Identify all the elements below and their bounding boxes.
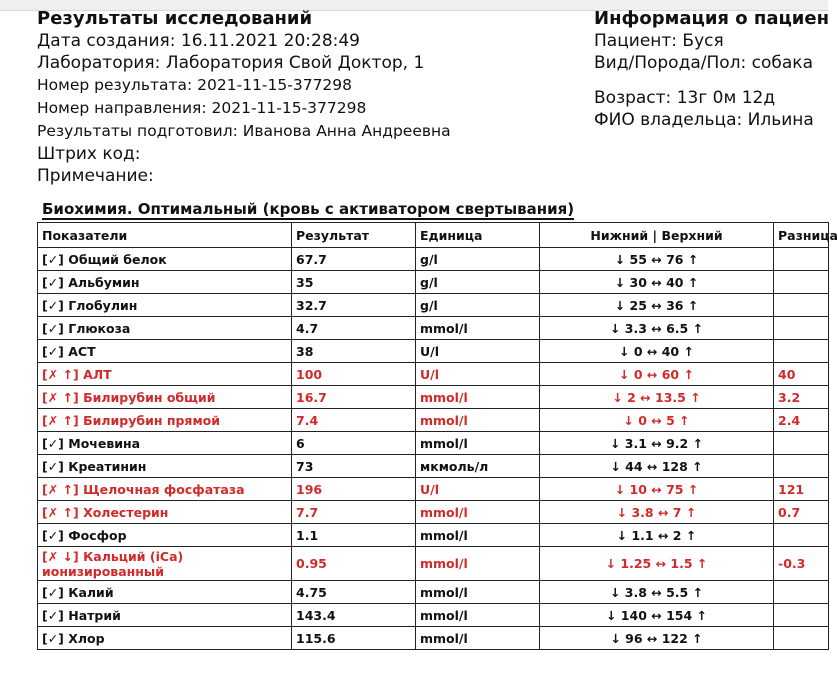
cell-result: 16.7 — [292, 386, 416, 409]
cell-reference: ↓ 1.25 ↔ 1.5 ↑ — [540, 547, 774, 581]
cell-unit: мкмоль/л — [416, 455, 540, 478]
cell-result: 7.4 — [292, 409, 416, 432]
cell-difference: 40 — [774, 363, 829, 386]
patient-species: Вид/Порода/Пол: собака — [594, 53, 813, 73]
header-parameter: Показатели — [38, 223, 292, 248]
cell-difference: 2.4 — [774, 409, 829, 432]
cell-result: 4.75 — [292, 581, 416, 604]
cell-parameter: [✗ ↑] Щелочная фосфатаза — [38, 478, 292, 501]
table-row — [38, 271, 829, 294]
cell-parameter: [✗ ↑] АЛТ — [38, 363, 292, 386]
cell-reference: ↓ 96 ↔ 122 ↑ — [540, 627, 774, 650]
cell-unit: g/l — [416, 248, 540, 271]
cell-parameter: [✓] Хлор — [38, 627, 292, 650]
patient-age: Возраст: 13г 0м 12д — [594, 88, 776, 108]
cell-reference: ↓ 30 ↔ 40 ↑ — [540, 271, 774, 294]
cell-unit: g/l — [416, 294, 540, 317]
cell-reference: ↓ 0 ↔ 40 ↑ — [540, 340, 774, 363]
laboratory: Лаборатория: Лаборатория Свой Доктор, 1 — [37, 53, 425, 73]
patient-info — [594, 8, 828, 131]
cell-difference: 3.2 — [774, 386, 829, 409]
cell-parameter: [✓] Натрий — [38, 604, 292, 627]
header-difference: Разница — [774, 223, 829, 248]
cell-difference — [774, 317, 829, 340]
table-row — [38, 455, 829, 478]
table-row — [38, 340, 829, 363]
table-row — [38, 386, 829, 409]
cell-result: 0.95 — [292, 547, 416, 581]
header-reference: Нижний | Верхний — [540, 223, 774, 248]
cell-reference: ↓ 3.8 ↔ 5.5 ↑ — [540, 581, 774, 604]
cell-result: 6 — [292, 432, 416, 455]
cell-parameter: [✓] Глюкоза — [38, 317, 292, 340]
result-number: Номер результата: 2021-11-15-377298 — [37, 76, 353, 94]
cell-unit: mmol/l — [416, 386, 540, 409]
cell-parameter: [✗ ↑] Билирубин общий — [38, 386, 292, 409]
cell-parameter: [✓] Калий — [38, 581, 292, 604]
cell-reference: ↓ 2 ↔ 13.5 ↑ — [540, 386, 774, 409]
creation-date: Дата создания: 16.11.2021 20:28:49 — [37, 31, 360, 51]
cell-reference: ↓ 25 ↔ 36 ↑ — [540, 294, 774, 317]
table-row — [38, 248, 829, 271]
cell-difference — [774, 581, 829, 604]
header-unit: Единица — [416, 223, 540, 248]
cell-reference: ↓ 140 ↔ 154 ↑ — [540, 604, 774, 627]
cell-difference — [774, 524, 829, 547]
cell-result: 38 — [292, 340, 416, 363]
cell-parameter: [✓] Глобулин — [38, 294, 292, 317]
cell-parameter: [✗ ↑] Холестерин — [38, 501, 292, 524]
cell-difference: -0.3 — [774, 547, 829, 581]
table-row — [38, 524, 829, 547]
cell-unit: U/l — [416, 478, 540, 501]
cell-parameter: [✓] Креатинин — [38, 455, 292, 478]
cell-reference: ↓ 3.3 ↔ 6.5 ↑ — [540, 317, 774, 340]
table-row — [38, 432, 829, 455]
cell-result: 73 — [292, 455, 416, 478]
cell-reference: ↓ 0 ↔ 5 ↑ — [540, 409, 774, 432]
cell-difference — [774, 248, 829, 271]
cell-difference — [774, 271, 829, 294]
cell-result: 35 — [292, 271, 416, 294]
table-row — [38, 581, 829, 604]
owner-name: ФИО владельца: Ильина — [594, 110, 814, 130]
cell-unit: mmol/l — [416, 627, 540, 650]
table-row — [38, 409, 829, 432]
cell-result: 196 — [292, 478, 416, 501]
cell-unit: mmol/l — [416, 524, 540, 547]
cell-unit: U/l — [416, 340, 540, 363]
cell-unit: mmol/l — [416, 547, 540, 581]
cell-parameter: [✓] АСТ — [38, 340, 292, 363]
patient-info-title: Информация о пациен — [594, 8, 830, 29]
barcode-label: Штрих код: — [37, 144, 141, 164]
cell-parameter: [✓] Общий белок — [38, 248, 292, 271]
cell-parameter: [✗ ↓] Кальций (iCa) ионизированный — [38, 547, 292, 581]
cell-difference — [774, 340, 829, 363]
cell-difference: 0.7 — [774, 501, 829, 524]
cell-reference: ↓ 0 ↔ 60 ↑ — [540, 363, 774, 386]
cell-reference: ↓ 55 ↔ 76 ↑ — [540, 248, 774, 271]
cell-result: 67.7 — [292, 248, 416, 271]
cell-difference — [774, 294, 829, 317]
cell-result: 4.7 — [292, 317, 416, 340]
cell-unit: mmol/l — [416, 409, 540, 432]
cell-difference — [774, 627, 829, 650]
cell-reference: ↓ 3.8 ↔ 7 ↑ — [540, 501, 774, 524]
cell-result: 32.7 — [292, 294, 416, 317]
cell-difference: 121 — [774, 478, 829, 501]
section-title: Биохимия. Оптимальный (кровь с активатором свертывания) — [42, 200, 575, 218]
cell-reference: ↓ 1.1 ↔ 2 ↑ — [540, 524, 774, 547]
table-row — [38, 547, 829, 581]
cell-unit: mmol/l — [416, 581, 540, 604]
header-result: Результат — [292, 223, 416, 248]
cell-unit: mmol/l — [416, 432, 540, 455]
cell-result: 115.6 — [292, 627, 416, 650]
cell-result: 7.7 — [292, 501, 416, 524]
cell-reference: ↓ 3.1 ↔ 9.2 ↑ — [540, 432, 774, 455]
cell-difference — [774, 604, 829, 627]
cell-parameter: [✗ ↑] Билирубин прямой — [38, 409, 292, 432]
cell-difference — [774, 455, 829, 478]
report-header — [37, 8, 577, 187]
report-title: Результаты исследований — [37, 8, 313, 29]
table-row — [38, 604, 829, 627]
cell-difference — [774, 432, 829, 455]
table-row — [38, 627, 829, 650]
cell-unit: U/l — [416, 363, 540, 386]
table-row — [38, 317, 829, 340]
cell-unit: mmol/l — [416, 604, 540, 627]
cell-parameter: [✓] Альбумин — [38, 271, 292, 294]
cell-unit: mmol/l — [416, 501, 540, 524]
note-label: Примечание: — [37, 166, 154, 186]
table-row — [38, 478, 829, 501]
referral-number: Номер направления: 2021-11-15-377298 — [37, 99, 367, 117]
table-row — [38, 501, 829, 524]
table-header-row — [38, 223, 829, 248]
cell-parameter: [✓] Фосфор — [38, 524, 292, 547]
cell-result: 100 — [292, 363, 416, 386]
cell-result: 1.1 — [292, 524, 416, 547]
table-row — [38, 363, 829, 386]
prepared-by: Результаты подготовил: Иванова Анна Андреевна — [37, 122, 451, 140]
cell-parameter: [✓] Мочевина — [38, 432, 292, 455]
cell-reference: ↓ 10 ↔ 75 ↑ — [540, 478, 774, 501]
table-row — [38, 294, 829, 317]
cell-unit: g/l — [416, 271, 540, 294]
patient-name: Пациент: Буся — [594, 31, 724, 51]
cell-unit: mmol/l — [416, 317, 540, 340]
cell-reference: ↓ 44 ↔ 128 ↑ — [540, 455, 774, 478]
cell-result: 143.4 — [292, 604, 416, 627]
results-table — [37, 222, 838, 650]
